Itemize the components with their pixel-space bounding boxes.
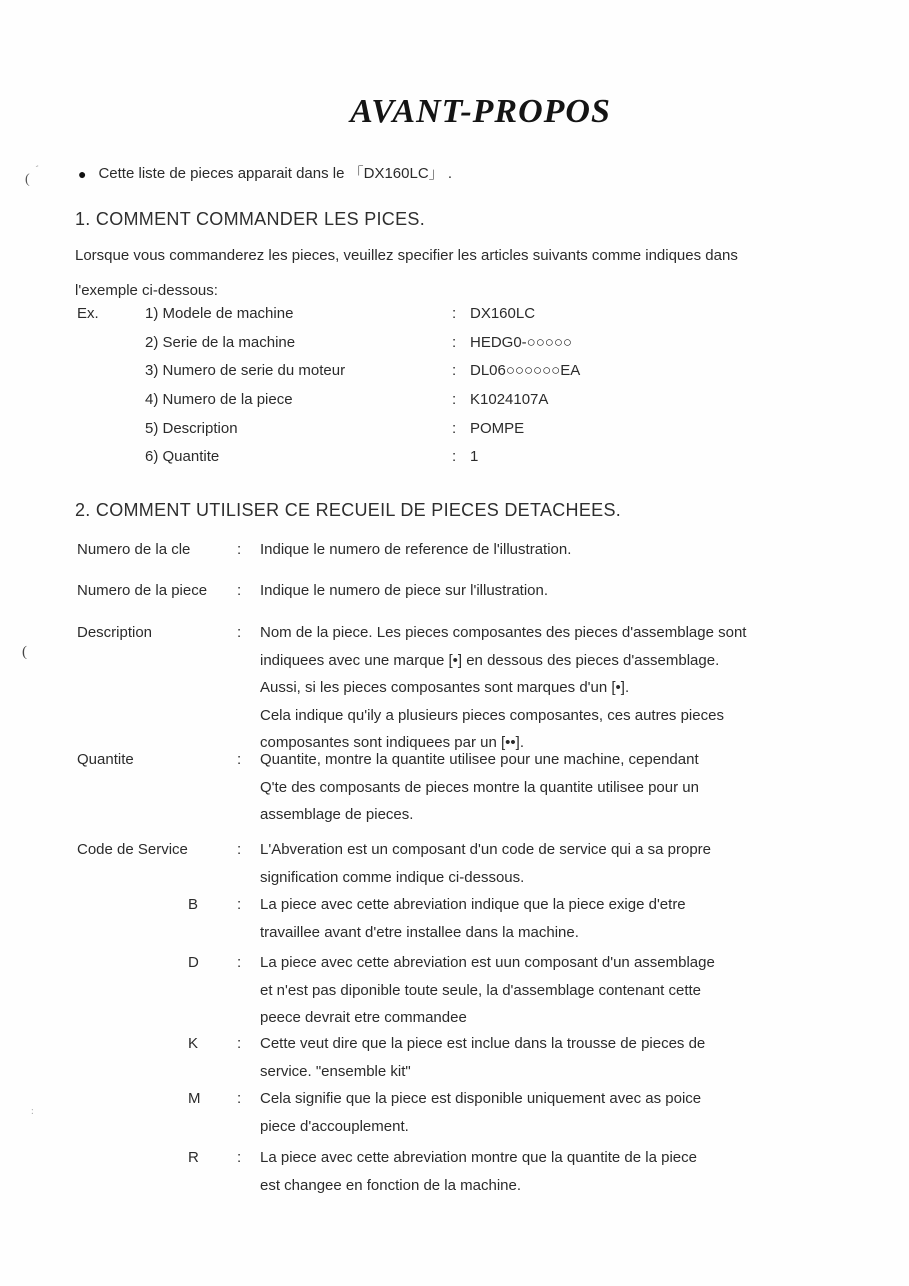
definition-line: Indique le numero de piece sur l'illustration. [260, 582, 549, 599]
example-row [77, 300, 580, 329]
definition-line: Q'te des composants de pieces montre la quantite utilisee pour un [260, 778, 699, 796]
example-label [77, 329, 145, 358]
service-code-line: La piece avec cette abreviation montre que la quantite de la piece [260, 1149, 697, 1166]
paragraph-line: Lorsque vous commanderez les pieces, veuillez specifier les articles suivants comme indiques dans [75, 247, 738, 264]
definition-term: Numero de la piece [77, 582, 208, 599]
service-code-lines [260, 891, 875, 946]
example-row [77, 329, 580, 358]
section1-paragraph [75, 238, 738, 308]
example-colon: : [452, 362, 457, 380]
bullet-icon: ● [78, 166, 87, 182]
intro-line [78, 160, 452, 188]
example-item-label: 2) Serie de la machine [145, 333, 296, 351]
service-code-colon: : [237, 954, 242, 971]
service-code-line: est changee en fonction de la machine. [260, 1176, 522, 1194]
example-table [77, 300, 580, 472]
service-code-lines [260, 949, 875, 1032]
intro-text: Cette liste de pieces apparait dans le 「DX160LC」 . [98, 165, 452, 182]
service-code-letter: D [188, 954, 199, 971]
example-value: K1024107A [470, 391, 549, 409]
definition-line: Nom de la piece. Les pieces composantes des pieces d'assemblage sont [260, 624, 747, 641]
example-value: POMPE [470, 419, 525, 437]
definition-line: L'Abveration est un composant d'un code de service qui a sa propre [260, 841, 712, 858]
definition-lines [260, 619, 875, 757]
section1-heading: 1. COMMENT COMMANDER LES PICES. [75, 209, 426, 229]
example-colon: : [452, 448, 457, 466]
example-value: 1 [470, 448, 479, 466]
example-item-label: 5) Description [145, 419, 238, 437]
example-value: HEDG0-○○○○○ [470, 333, 572, 351]
service-code-line: travaillee avant d'etre installee dans la machine. [260, 923, 579, 941]
definition-term: Description [77, 624, 153, 641]
definition-term: Quantite [77, 751, 134, 768]
service-code-lines [260, 1085, 875, 1140]
example-colon: : [452, 333, 457, 351]
service-code-colon: : [237, 1090, 242, 1107]
scan-artifact: ´ [32, 163, 40, 177]
example-item-label: 1) Modele de machine [145, 305, 294, 322]
scan-artifact: ( [25, 172, 30, 187]
service-code-letter: M [188, 1090, 201, 1107]
definition-line: Quantite, montre la quantite utilisee pour une machine, cependant [260, 751, 699, 768]
example-label [77, 357, 145, 386]
definition-line: Aussi, si les pieces composantes sont marques d'un [•]. [260, 679, 630, 696]
service-code-line: Cela signifie que la piece est disponible uniquement avec as poice [260, 1090, 702, 1107]
service-code-line: La piece avec cette abreviation indique que la piece exige d'etre [260, 896, 686, 913]
example-item-label: 3) Numero de serie du moteur [145, 362, 346, 380]
definition-colon: : [237, 751, 242, 768]
paragraph-line: l'exemple ci-dessous: [75, 282, 218, 299]
service-code-line: peece devrait etre commandee [260, 1009, 467, 1026]
definition-line: Indique le numero de reference de l'illustration. [260, 541, 572, 558]
service-code-colon: : [237, 896, 242, 913]
service-code-colon: : [237, 1035, 242, 1052]
example-row [77, 357, 580, 386]
example-label [77, 443, 145, 472]
example-colon: : [452, 391, 457, 409]
service-code-lines [260, 1030, 875, 1085]
example-row [77, 386, 580, 415]
example-row [77, 443, 580, 472]
definition-colon: : [237, 582, 242, 599]
service-code-line: Cette veut dire que la piece est inclue dans la trousse de pieces de [260, 1035, 706, 1052]
scan-artifact: : [31, 1106, 34, 1117]
definition-line: indiquees avec une marque [•] en dessous des pieces d'assemblage. [260, 651, 720, 669]
service-code-colon: : [237, 1149, 242, 1166]
definition-colon: : [237, 624, 242, 641]
example-value: DX160LC [470, 305, 536, 322]
content [75, 0, 875, 1286]
example-row [77, 415, 580, 444]
definition-line: Cela indique qu'ily a plusieurs pieces composantes, ces autres pieces [260, 706, 724, 724]
example-item-label: 4) Numero de la piece [145, 391, 293, 409]
definition-lines [260, 577, 875, 605]
definition-term: Code de Service [77, 841, 188, 858]
definition-lines [260, 746, 875, 829]
service-code-line: La piece avec cette abreviation est uun composant d'un assemblage [260, 954, 715, 971]
definition-colon: : [237, 541, 242, 558]
definition-colon: : [237, 841, 242, 858]
definition-term: Numero de la cle [77, 541, 191, 558]
example-label [77, 386, 145, 415]
example-colon: : [452, 419, 457, 437]
example-label [77, 415, 145, 444]
scan-artifact: ( [22, 644, 27, 660]
example-label: Ex. [77, 305, 99, 322]
example-item-label: 6) Quantite [145, 448, 220, 466]
definition-line: assemblage de pieces. [260, 806, 414, 823]
service-code-line: service. "ensemble kit" [260, 1062, 411, 1080]
service-code-line: piece d'accouplement. [260, 1117, 409, 1135]
service-code-line: et n'est pas diponible toute seule, la d'assemblage contenant cette [260, 981, 702, 999]
definition-line: composantes sont indiquees par un [••]. [260, 734, 524, 751]
definition-line: signification comme indique ci-dessous. [260, 868, 525, 886]
service-code-letter: K [188, 1035, 199, 1052]
service-code-letter: B [188, 896, 199, 913]
service-code-lines [260, 1144, 875, 1199]
definition-lines [260, 536, 875, 564]
definition-lines [260, 836, 875, 891]
section2-heading: 2. COMMENT UTILISER CE RECUEIL DE PIECES DETACHEES. [75, 500, 622, 520]
service-code-letter: R [188, 1149, 199, 1166]
page-title: AVANT-PROPOS [350, 93, 611, 130]
example-colon: : [452, 305, 457, 322]
example-value: DL06○○○○○○EA [470, 362, 581, 380]
